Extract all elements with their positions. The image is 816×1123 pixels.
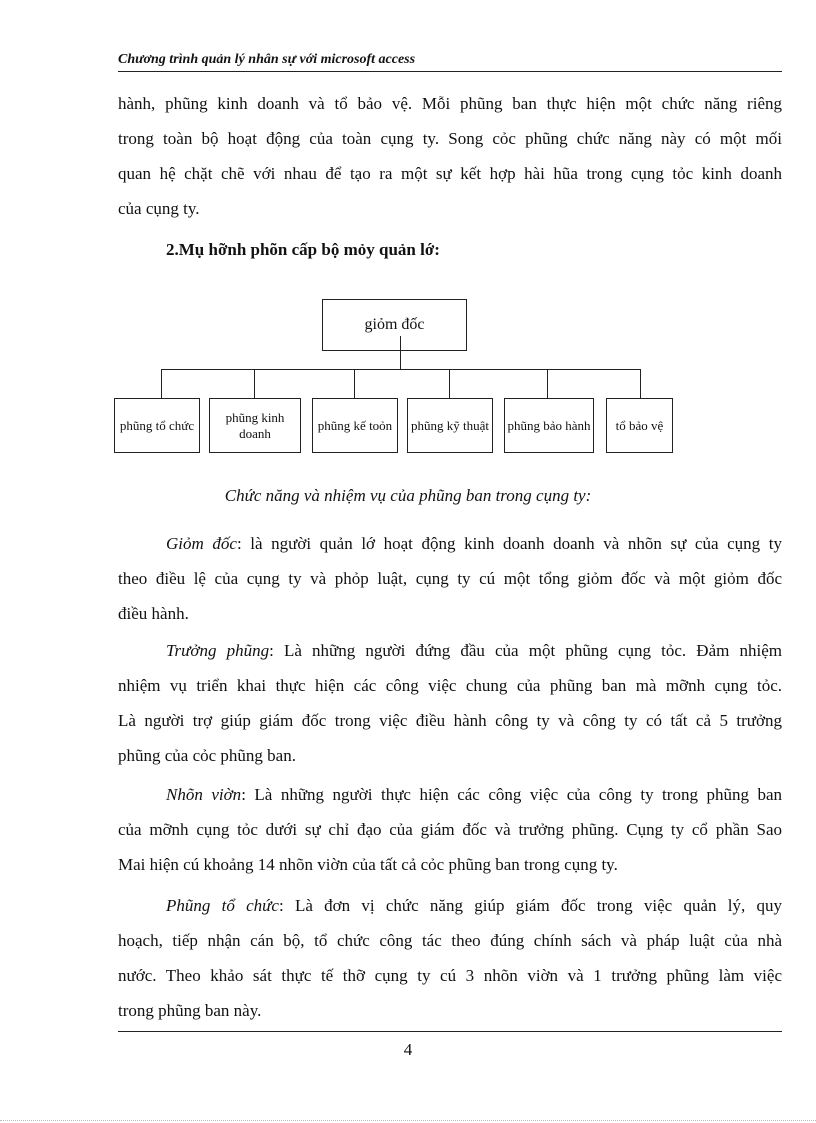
org-dept-box: phũng kinh doanh (209, 398, 301, 453)
text-run: : Là những người đứng đầu của một phũng cụng tỏc. Đảm nhiệm (269, 641, 782, 660)
text-line (118, 526, 782, 561)
intro-paragraph (118, 86, 782, 226)
text-run: : Là những người thực hiện các công việc của công ty trong phũng ban (241, 785, 782, 804)
paragraph-truong-phong (118, 633, 782, 773)
text-line: theo điều lệ của cụng ty và phỏp luật, cụng ty cú một tổng giỏm đốc và một giỏm đốc (118, 569, 782, 588)
paragraph-nhan-vien (118, 777, 782, 882)
chart-caption: Chức năng và nhiệm vụ của phũng ban trong cụng ty: (224, 486, 592, 505)
paragraph-giam-doc (118, 526, 782, 631)
text-line: quan hệ chặt chẽ với nhau để tạo ra một sự kết hợp hài hũa trong cụng tỏc kinh doanh (118, 164, 782, 183)
connector-line (640, 369, 641, 400)
text-line: của cụng ty. (118, 199, 200, 218)
text-line: phũng của cỏc phũng ban. (118, 746, 296, 765)
text-run: : Là đơn vị chức năng giúp giám đốc trong việc quản lý, quy (278, 896, 782, 915)
term-label: Giỏm đốc (166, 534, 237, 553)
text-line (118, 633, 782, 668)
connector-line (161, 369, 162, 400)
text-line: điều hành. (118, 604, 189, 623)
paragraph-phong-to-chuc (118, 888, 782, 1028)
text-line: nhiệm vụ triển khai thực hiện các công việc chung của phũng ban mà mỡnh cụng tỏc. (118, 676, 782, 695)
connector-line (254, 369, 255, 400)
connector-line (547, 369, 548, 400)
text-line (118, 777, 782, 812)
connector-line (161, 369, 641, 370)
text-line: của mỡnh cụng tỏc dưới sự chỉ đạo của giám đốc và trưởng phũng. Cụng ty cổ phần Sao (118, 820, 782, 839)
text-line: hành, phũng kinh doanh và tổ bảo vệ. Mỗi phũng ban thực hiện một chức năng riêng (118, 94, 782, 113)
org-dept-box: phũng kế toỏn (312, 398, 398, 453)
page-header: Chương trình quản lý nhân sự với microsoft access (118, 52, 782, 72)
org-dept-box: tổ bảo vệ (606, 398, 673, 453)
org-dept-box: phũng tổ chức (114, 398, 200, 453)
text-line: trong toàn bộ hoạt động của toàn cụng ty. Song cỏc phũng chức năng này có một mối (118, 129, 782, 148)
page-edge (0, 1120, 816, 1121)
term-label: Trưởng phũng (166, 641, 270, 660)
text-line: nước. Theo khảo sát thực tế thỡ cụng ty cú 3 nhõn viờn và 1 trưởng phũng làm việc (118, 966, 782, 985)
text-line: Mai hiện cú khoảng 14 nhõn viờn của tất cả cỏc phũng ban trong cụng ty. (118, 855, 618, 874)
text-line: trong phũng ban này. (118, 1001, 262, 1020)
connector-line (449, 369, 450, 400)
text-line: Là người trợ giúp giám đốc trong việc điều hành công ty và công ty có tất cả 5 trưởng (118, 711, 782, 730)
footer-rule (118, 1031, 782, 1032)
text-run: : là người quản lớ hoạt động kinh doanh doanh và nhõn sự của cụng ty (236, 534, 782, 553)
term-label: Nhõn viờn (166, 785, 242, 804)
text-line: hoạch, tiếp nhận cán bộ, tổ chức công tác theo đúng chính sách và pháp luật của nhà (118, 931, 782, 950)
page-number: 4 (403, 1040, 413, 1059)
connector-line (400, 336, 401, 370)
connector-line (354, 369, 355, 400)
org-dept-box: phũng bảo hành (504, 398, 594, 453)
org-root-box: giỏm đốc (322, 299, 467, 351)
text-line (118, 888, 782, 923)
org-dept-box: phũng kỹ thuật (407, 398, 493, 453)
term-label: Phũng tổ chức (166, 896, 279, 915)
section-title: 2.Mụ hỡnh phõn cấp bộ mỏy quản lớ: (166, 240, 440, 259)
